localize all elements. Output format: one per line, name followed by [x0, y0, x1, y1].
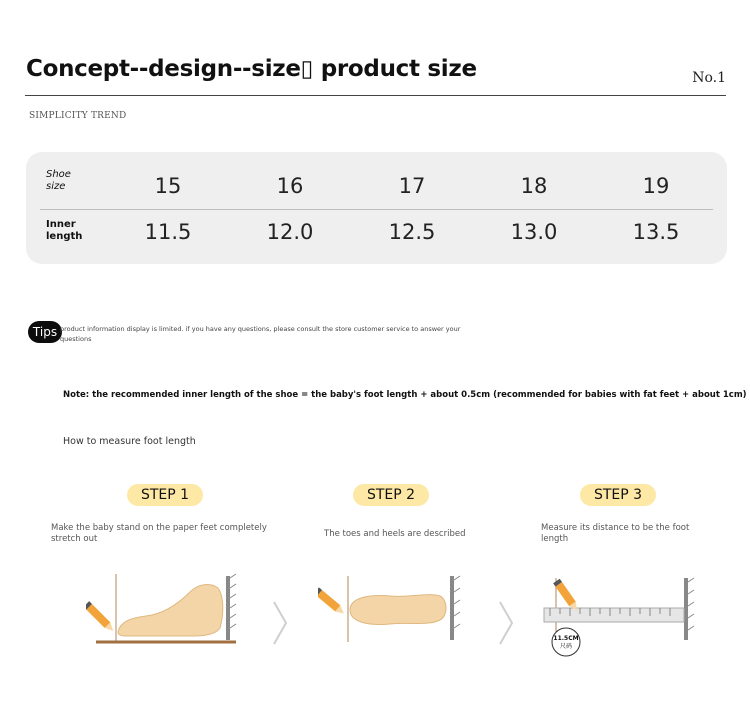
- inner-length-cell: 12.5: [388, 220, 436, 244]
- wall-icon: [684, 578, 688, 640]
- step-3-badge: STEP 3: [580, 484, 656, 506]
- foot-icon: [118, 585, 223, 636]
- foot-icon: [350, 595, 446, 625]
- measurement-unit: 尺码: [559, 643, 573, 650]
- inner-length-cell: 13.5: [632, 220, 680, 244]
- tips-text: product information display is limited. if you have any questions, please consult the store customer service to answer your questions: [60, 325, 461, 343]
- step-3-ruler-illustration: [540, 570, 695, 660]
- step-1-badge: STEP 1: [127, 484, 203, 506]
- inner-length-label-line2: length: [46, 231, 83, 242]
- chevron-right-icon: [496, 598, 516, 648]
- step-1-description: Make the baby stand on the paper feet completely stretch out: [51, 523, 267, 544]
- wall-icon: [226, 576, 230, 640]
- pencil-icon: [318, 587, 347, 616]
- measurement-value: 11.5CM: [553, 635, 579, 642]
- measure-section-title: How to measure foot length: [63, 436, 196, 447]
- inner-length-label-line1: Inner: [46, 219, 76, 230]
- shoe-size-cell: 19: [642, 174, 670, 198]
- page-number: No.1: [692, 70, 726, 86]
- recommendation-note: Note: the recommended inner length of the shoe = the baby's foot length + about 0.5cm (recommended for babies with fat feet + about 1cm): [63, 390, 747, 400]
- shoe-size-label-line1: Shoe: [46, 169, 71, 180]
- shoe-size-label: [46, 169, 71, 193]
- inner-length-cell: 11.5: [144, 220, 192, 244]
- step-1-foot-side-illustration: [86, 570, 246, 650]
- measurement-badge-icon: [552, 628, 580, 656]
- shoe-size-label-line2: size: [46, 181, 66, 192]
- chevron-right-icon: [270, 598, 290, 648]
- size-table: [26, 152, 727, 264]
- shoe-size-cell: 18: [520, 174, 548, 198]
- wall-icon: [450, 576, 454, 640]
- subtitle: SIMPLICITY TREND: [29, 111, 127, 121]
- step-2-description: The toes and heels are described: [324, 529, 466, 539]
- step-2-foot-top-illustration: [318, 570, 468, 650]
- table-divider: [40, 209, 713, 210]
- shoe-size-cell: 16: [276, 174, 304, 198]
- step-3-description: Measure its distance to be the foot length: [541, 523, 690, 544]
- step-2-badge: STEP 2: [353, 484, 429, 506]
- page-title: Concept--design--size▯ product size: [26, 56, 477, 82]
- header-divider: [25, 95, 726, 96]
- shoe-size-cell: 15: [154, 174, 182, 198]
- inner-length-label: [46, 219, 82, 243]
- pencil-icon: [86, 601, 116, 634]
- shoe-size-cell: 17: [398, 174, 426, 198]
- inner-length-cell: 12.0: [266, 220, 314, 244]
- ruler-icon: [544, 608, 684, 622]
- inner-length-cell: 13.0: [510, 220, 558, 244]
- tips-badge: Tips: [28, 321, 62, 343]
